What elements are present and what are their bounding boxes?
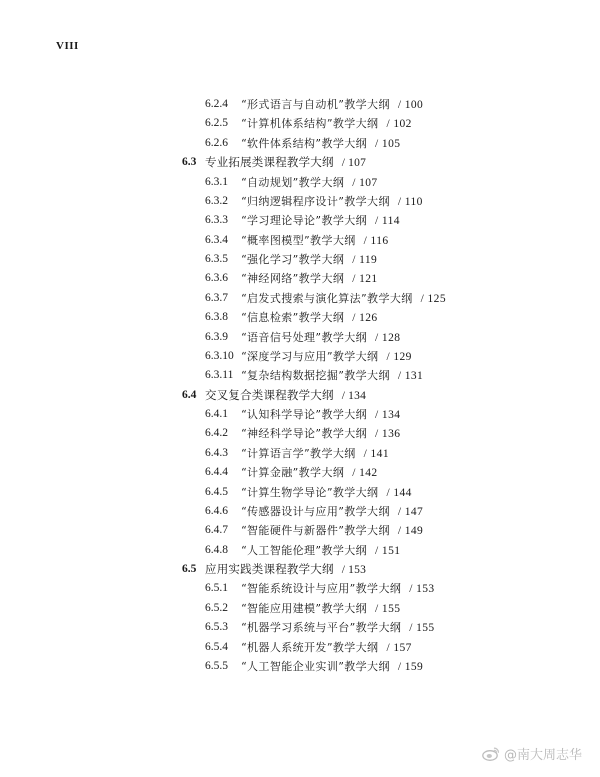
toc-title xyxy=(241,483,412,503)
toc-entry xyxy=(0,599,600,618)
toc-page: / 105 xyxy=(375,137,401,150)
toc-entry xyxy=(0,638,600,657)
page-number: VIII xyxy=(56,40,79,52)
toc-number: 6.4.6 xyxy=(205,504,228,517)
toc-page: / 141 xyxy=(363,447,389,460)
toc-title xyxy=(205,386,366,406)
toc-entry xyxy=(0,269,600,288)
toc-page: / 107 xyxy=(352,176,378,189)
toc-page: / 153 xyxy=(409,583,435,596)
toc-number: 6.4 xyxy=(182,388,197,401)
toc-title-text: “机器人系统开发”教学大纲 xyxy=(241,640,379,654)
toc-title-text: “计算生物学导论”教学大纲 xyxy=(241,485,379,499)
toc-page: / 107 xyxy=(341,157,367,170)
toc-title xyxy=(241,95,423,115)
watermark-text: @南大周志华 xyxy=(503,748,582,763)
toc-entry xyxy=(0,405,600,424)
toc-number: 6.3.3 xyxy=(205,214,228,227)
toc-title-text: “智能应用建模”教学大纲 xyxy=(241,601,368,615)
toc-entry xyxy=(0,289,600,308)
toc-entry xyxy=(0,347,600,366)
toc-title-text: “深度学习与应用”教学大纲 xyxy=(241,349,379,363)
toc-number: 6.4.7 xyxy=(205,524,228,537)
toc-entry xyxy=(0,579,600,598)
toc-entry xyxy=(0,657,600,676)
toc-title xyxy=(205,560,366,580)
toc-title-text: “计算金融”教学大纲 xyxy=(241,466,345,480)
toc-number: 6.4.5 xyxy=(205,485,228,498)
toc-entry xyxy=(0,463,600,482)
toc-page: / 159 xyxy=(397,660,424,673)
toc-number: 6.3.9 xyxy=(205,330,228,343)
toc-title xyxy=(241,173,378,193)
toc-entry xyxy=(0,173,600,192)
toc-number: 6.5.2 xyxy=(205,601,228,614)
toc-entry xyxy=(0,541,600,560)
toc-title xyxy=(241,366,423,386)
toc-number: 6.3.7 xyxy=(205,291,228,304)
toc-page: / 114 xyxy=(375,215,400,228)
toc-title-text: “形式语言与自动机”教学大纲 xyxy=(241,98,390,111)
toc-number: 6.5.5 xyxy=(205,659,228,672)
toc-page: / 125 xyxy=(420,292,446,305)
toc-page: / 102 xyxy=(386,118,412,131)
toc-title-text: “传感器设计与应用”教学大纲 xyxy=(241,504,390,518)
toc-title xyxy=(241,599,400,619)
toc-title xyxy=(241,211,400,231)
toc-title-text: “软件体系结构”教学大纲 xyxy=(241,136,368,150)
toc-page: / 100 xyxy=(397,99,424,111)
toc-title-text: “学习理论导论”教学大纲 xyxy=(241,214,368,228)
toc-title-text: “启发式搜索与演化算法”教学大纲 xyxy=(241,291,413,305)
toc-entry xyxy=(0,521,600,540)
toc-entry xyxy=(0,211,600,230)
toc-title xyxy=(241,638,412,658)
toc-title xyxy=(241,405,400,425)
toc-title xyxy=(241,308,378,328)
toc-number: 6.4.8 xyxy=(205,543,228,556)
toc-entry xyxy=(0,250,600,269)
toc-title-text: “语音信号处理”教学大纲 xyxy=(241,330,368,344)
toc-number: 6.5.1 xyxy=(205,582,228,595)
toc-entry xyxy=(0,192,600,211)
toc-number: 6.4.3 xyxy=(205,446,228,459)
toc-page: / 134 xyxy=(375,409,401,421)
toc-section xyxy=(0,560,600,579)
toc-section xyxy=(0,386,600,405)
toc-title-text: “复杂结构数据挖掘”教学大纲 xyxy=(241,369,390,383)
toc-title xyxy=(241,657,423,677)
toc-page: / 128 xyxy=(375,331,401,344)
toc-title-text: “强化学习”教学大纲 xyxy=(241,253,345,266)
toc-title xyxy=(241,579,435,599)
toc-entry xyxy=(0,308,600,327)
toc-number: 6.5.4 xyxy=(205,640,228,653)
toc-page: / 153 xyxy=(341,564,367,576)
toc-title xyxy=(241,502,423,522)
toc-page: / 116 xyxy=(363,234,389,247)
toc-entry xyxy=(0,114,600,133)
toc-number: 6.3.11 xyxy=(205,369,234,382)
toc-page: / 147 xyxy=(397,505,424,518)
toc-title-text: “信息检索”教学大纲 xyxy=(241,311,345,325)
toc-page: / 157 xyxy=(386,641,412,654)
toc-entry xyxy=(0,231,600,250)
toc-page: / 121 xyxy=(352,273,378,286)
toc-title xyxy=(241,231,389,251)
toc-title-text: “智能系统设计与应用”教学大纲 xyxy=(241,582,402,596)
toc-title-text: “概率图模型”教学大纲 xyxy=(241,233,356,247)
toc-page: / 134 xyxy=(341,389,367,402)
toc-number: 6.5.3 xyxy=(205,621,228,634)
toc-title xyxy=(241,463,378,483)
toc-title-text: “机器学习系统与平台”教学大纲 xyxy=(241,621,402,635)
toc-title xyxy=(241,328,400,348)
toc-title-text: 专业拓展类课程教学大纲 xyxy=(205,155,334,170)
toc-title-text: “人工智能伦理”教学大纲 xyxy=(241,543,368,557)
toc-title-text: “人工智能企业实训”教学大纲 xyxy=(241,659,390,673)
toc-title xyxy=(241,618,435,638)
weibo-icon xyxy=(482,746,500,761)
toc-number: 6.4.2 xyxy=(205,427,228,440)
toc-title-text: “自动规划”教学大纲 xyxy=(241,175,345,189)
toc-page: / 142 xyxy=(352,467,378,480)
toc-title-text: 应用实践类课程教学大纲 xyxy=(205,562,334,576)
toc-entry xyxy=(0,444,600,463)
toc-number: 6.3.2 xyxy=(205,194,228,207)
toc-number: 6.4.1 xyxy=(205,408,228,420)
toc-page: / 151 xyxy=(375,544,401,557)
toc-title-text: “神经科学导论”教学大纲 xyxy=(241,427,368,441)
toc-title xyxy=(241,192,423,212)
toc-page: / 110 xyxy=(397,195,423,208)
toc-title xyxy=(241,269,378,289)
toc-entry xyxy=(0,328,600,347)
toc-number: 6.3 xyxy=(182,156,197,169)
toc-title-text: “计算语言学”教学大纲 xyxy=(241,446,356,460)
toc-number: 6.2.5 xyxy=(205,117,228,130)
toc-title-text: 交叉复合类课程教学大纲 xyxy=(205,387,334,402)
toc-entry xyxy=(0,502,600,521)
toc-entry xyxy=(0,424,600,443)
toc-number: 6.3.1 xyxy=(205,175,228,188)
toc-title xyxy=(241,347,412,367)
toc-number: 6.2.6 xyxy=(205,136,228,149)
toc-title-text: “归纳逻辑程序设计”教学大纲 xyxy=(241,194,390,208)
toc-number: 6.3.5 xyxy=(205,253,228,265)
toc-title xyxy=(241,424,400,444)
watermark xyxy=(482,744,582,763)
toc-entry xyxy=(0,366,600,385)
toc-number: 6.4.4 xyxy=(205,466,228,479)
toc-number: 6.3.8 xyxy=(205,311,228,324)
toc-number: 6.5 xyxy=(182,563,197,575)
table-of-contents xyxy=(0,95,600,676)
toc-title-text: “神经网络”教学大纲 xyxy=(241,272,345,286)
toc-number: 6.2.4 xyxy=(205,98,228,110)
toc-page: / 155 xyxy=(375,602,401,615)
toc-entry xyxy=(0,618,600,637)
toc-title xyxy=(241,134,400,154)
toc-number: 6.3.4 xyxy=(205,233,228,246)
toc-page: / 144 xyxy=(386,486,412,499)
toc-entry xyxy=(0,134,600,153)
toc-page: / 136 xyxy=(375,428,401,441)
toc-page: / 155 xyxy=(409,622,435,635)
toc-page: / 129 xyxy=(386,350,412,363)
toc-title xyxy=(241,444,389,464)
toc-page: / 126 xyxy=(352,312,378,325)
toc-number: 6.3.10 xyxy=(205,349,234,362)
toc-entry xyxy=(0,483,600,502)
toc-title xyxy=(241,114,412,134)
toc-page: / 119 xyxy=(352,254,378,266)
toc-number: 6.3.6 xyxy=(205,272,228,285)
toc-title-text: “计算机体系结构”教学大纲 xyxy=(241,117,379,131)
toc-title xyxy=(241,521,423,541)
toc-page: / 149 xyxy=(397,525,424,538)
toc-title xyxy=(205,153,366,173)
toc-title xyxy=(241,289,446,309)
toc-page: / 131 xyxy=(397,370,424,383)
toc-title xyxy=(241,250,377,270)
toc-title xyxy=(241,541,400,561)
toc-section xyxy=(0,153,600,172)
toc-title-text: “认知科学导论”教学大纲 xyxy=(241,408,368,421)
toc-title-text: “智能硬件与新器件”教学大纲 xyxy=(241,524,390,538)
toc-entry xyxy=(0,95,600,114)
